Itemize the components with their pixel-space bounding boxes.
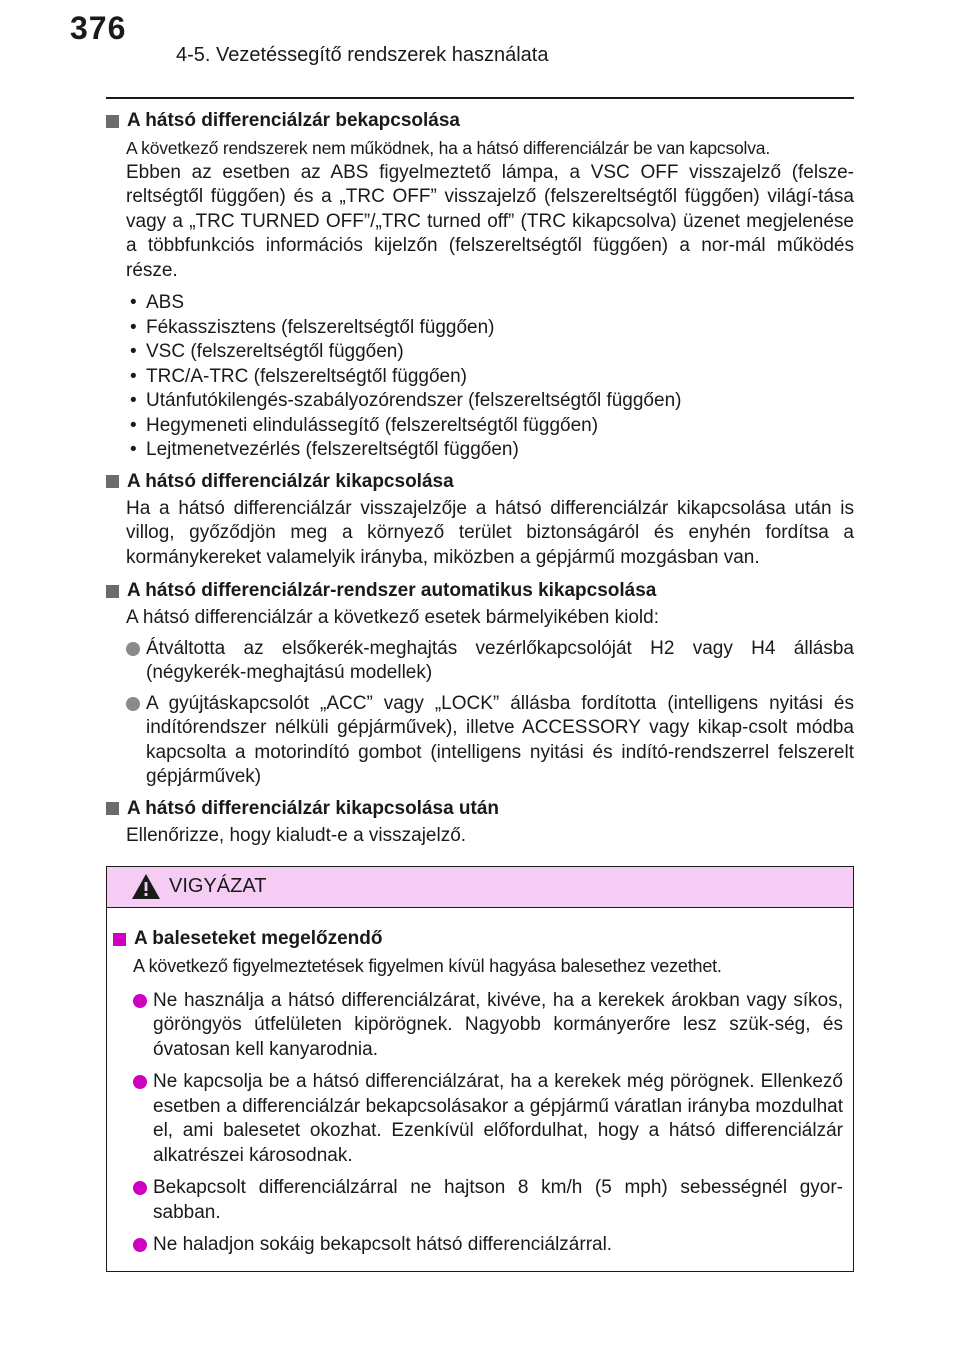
warning-title [113,926,843,952]
circle-bullet-icon [126,697,140,711]
circle-list [106,637,854,790]
paragraph: Ebben az esetben az ABS figyelmeztető lámpa, a VSC OFF visszajelző (felsze-reltségtől függően) és a „TRC OFF” visszajelző (felszereltségtől függően) világí-tása vagy a „TRC TURNED OFF”/„TRC turned off” (TRC kikapcsolva) üzenet megjelenése a többfunkciós információs kijelzőn (felszereltségtől függően) a nor-mál működés része. [126,161,854,281]
warning-label: VIGYÁZAT [169,875,267,897]
warning-triangle-icon [131,873,161,900]
paragraph: A hátsó differenciálzár a következő esetek bármelyikében kiold: [126,607,660,628]
list-item [133,1233,843,1258]
warning-box [106,866,854,1272]
header-rule [106,97,854,99]
section-title [106,578,854,604]
list-item-text: A gyújtáskapcsolót „ACC” vagy „LOCK” állásba fordította (intelligens nyitási és indítórendszer nélküli gépjárművek), illetve ACCESSORY vagy kikap-csolt módba kapcsolta a motorindító gombot (intelligens nyitási és indító-rendszerrel felszerelt gépjárművek) [146,692,854,787]
square-bullet-icon [106,585,119,598]
square-bullet-icon [106,802,119,815]
list-item: • Lejtmenetvezérlés (felszereltségtől függően) [130,438,854,463]
chapter-title: 4-5. Vezetéssegítő rendszerek használata [176,44,549,66]
paragraph: A következő rendszerek nem működnek, ha a hátsó differenciálzár be van kapcsolva. [126,138,770,158]
circle-bullet-icon [133,994,147,1008]
section-title-text: A hátsó differenciálzár bekapcsolása [127,110,460,131]
warning-title-text: A baleseteket megelőzendő [134,928,383,949]
square-bullet-icon [106,115,119,128]
paragraph: Ha a hátsó differenciálzár visszajelzője a hátsó differenciálzár kikapcsolása után is villog, győződjön meg a környező terület biztonságáról és enyhén fordítsa a kormánykereket valamelyik irányba, miközben a gépjármű mozgásban van. [126,497,854,568]
list-item [133,989,843,1063]
list-item-text: Ne kapcsolja be a hátsó differenciálzárat, ha a kerekek még pörögnek. Ellenkező esetben a differenciálzár bekapcsolásakor a gépjármű váratlan irányba mozdulhat el, ami balesetet okozhat. Ezenkívül előfordulhat, hogy a hátsó differenciálzár alkatrészei károsodnak. [153,1071,843,1166]
section-title-text: A hátsó differenciálzár-rendszer automatikus kikapcsolása [127,580,657,601]
list-item: • TRC/A-TRC (felszereltségtől függően) [130,365,854,390]
square-bullet-icon [106,475,119,488]
list-item-text: Bekapcsolt differenciálzárral ne hajtson 8 km/h (5 mph) sebességnél gyor-sabban. [153,1177,843,1223]
list-item-text: Ne haladjon sokáig bekapcsolt hátsó differenciálzárral. [153,1234,613,1255]
circle-bullet-icon [126,642,140,656]
main-content [106,104,854,848]
list-item: • ABS [130,291,854,316]
list-item: • Hegymeneti elindulássegítő (felszereltségtől függően) [130,414,854,439]
circle-bullet-icon [133,1181,147,1195]
list-item [133,1070,843,1168]
circle-bullet-icon [133,1238,147,1252]
warning-intro: A következő figyelmeztetések figyelmen kívül hagyása balesethez vezethet. [133,956,722,976]
warning-header [107,867,853,908]
list-item: • Utánfutókilengés-szabályozórendszer (felszereltségtől függően) [130,389,854,414]
list-item: • Fékasszisztens (felszereltségtől függően) [130,316,854,341]
page-header [0,0,960,80]
circle-bullet-icon [133,1075,147,1089]
warning-body [107,908,853,1258]
list-item-text: Ne használja a hátsó differenciálzárat, kivéve, ha a kerekek árokban vagy síkos, göröngyös útfelületen kipörögnek. Nagyobb kormányerőre lesz szük-ség, és óvatosan kell kanyarodnia. [153,989,843,1060]
list-item-text: Átváltotta az elsőkerék-meghajtás vezérlőkapcsolóját H2 vagy H4 állásba (négykerék-meghajtású modellek) [146,637,854,683]
bullet-list [106,291,854,463]
list-item: • VSC (felszereltségtől függően) [130,340,854,365]
section-title [106,796,854,822]
square-bullet-icon [113,933,126,946]
list-item [133,1176,843,1225]
section-title-text: A hátsó differenciálzár kikapcsolása után [127,797,500,819]
section-title [106,108,854,134]
section-title [106,469,854,495]
warning-list [113,989,843,1258]
list-item [126,637,854,686]
list-item [126,692,854,790]
section-title-text: A hátsó differenciálzár kikapcsolása [127,470,454,492]
paragraph: Ellenőrizze, hogy kialudt-e a visszajelző. [126,824,467,846]
page-number: 376 [70,10,127,46]
